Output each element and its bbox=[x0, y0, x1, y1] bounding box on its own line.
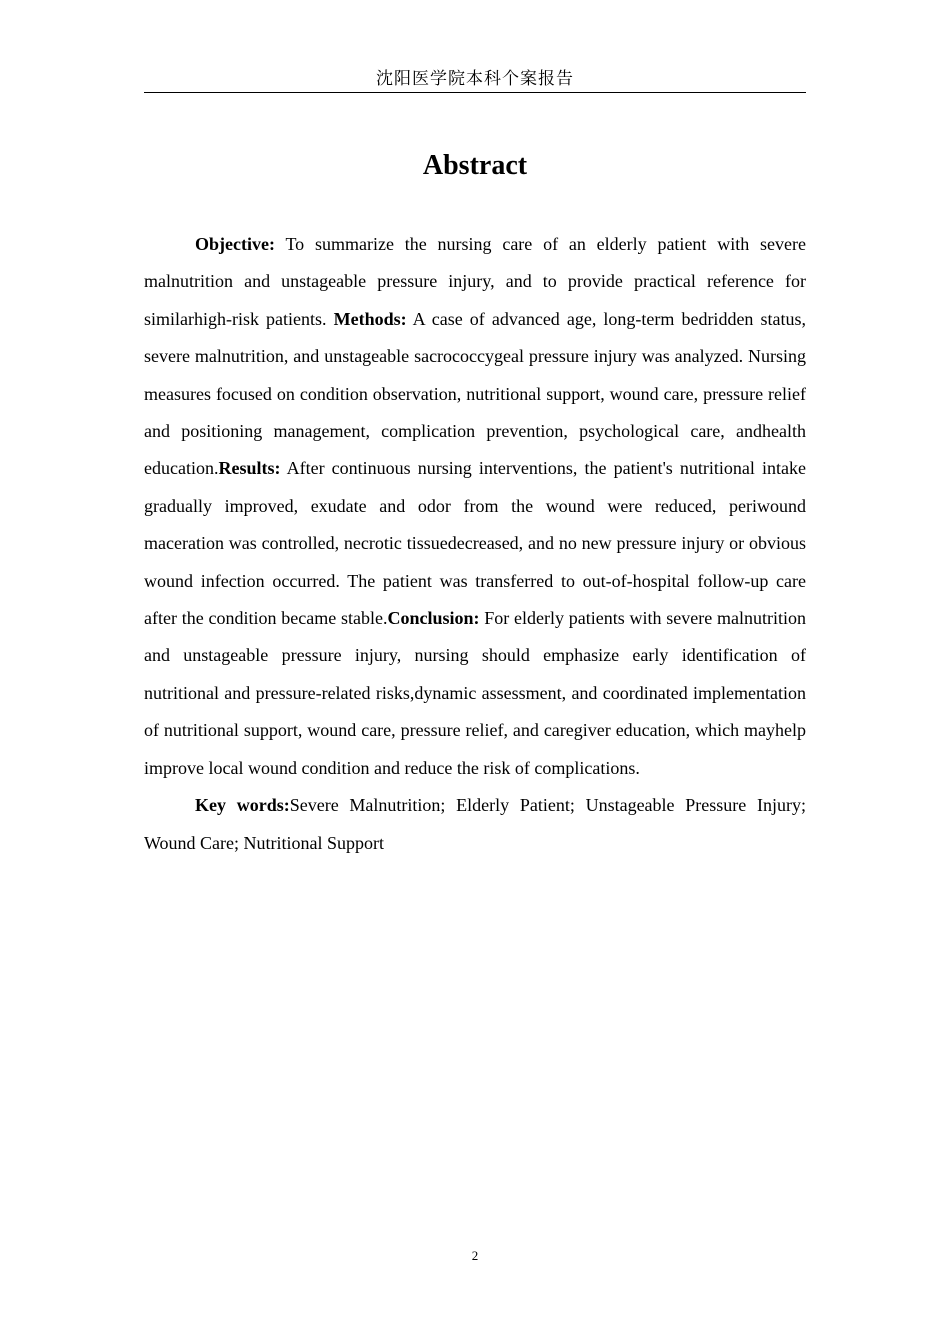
objective-text: To summarize the nursing care of an elderly patient with severe malnutrition and unstageable pressure injury, and to provide practical reference for similarhigh-risk patients. bbox=[144, 234, 806, 329]
results-label: Results: bbox=[218, 458, 281, 479]
abstract-paragraph bbox=[144, 226, 806, 787]
page-title: Abstract bbox=[422, 150, 528, 181]
conclusion-text: For elderly patients with severe malnutrition and unstageable pressure injury, nursing should emphasize early identification of nutritional and pressure-related risks,dynamic assessment, and coordinated implementation of nutritional support, wound care, pressure relief, and caregiver education, which mayhelp improve local wound condition and reduce the risk of complications. bbox=[144, 608, 806, 778]
methods-text: A case of advanced age, long-term bedridden status, severe malnutrition, and unstageable sacrococcygeal pressure injury was analyzed. Nursing measures focused on condition observation, nutritional support, wound care, pressure relief and positioning management, complication prevention, psychological care, andhealth education. bbox=[144, 308, 806, 479]
keywords-text: Severe Malnutrition; Elderly Patient; Unstageable Pressure Injury; Wound Care; Nutritional Support bbox=[144, 795, 806, 853]
results-text: After continuous nursing interventions, the patient's nutritional intake gradually improved, exudate and odor from the wound were reduced, periwound maceration was controlled, necrotic tissuedecreased, and no new pressure injury or obvious wound infection occurred. The patient was transferred to out-of-hospital follow-up care after the condition became stable. bbox=[144, 458, 806, 629]
methods-label: Methods: bbox=[333, 308, 407, 329]
abstract-body bbox=[144, 226, 806, 862]
page-number: 2 bbox=[471, 1248, 479, 1263]
page-header: 沈阳医学院本科个案报告 bbox=[144, 66, 806, 93]
objective-label: Objective: bbox=[195, 234, 275, 254]
conclusion-label: Conclusion: bbox=[387, 608, 480, 629]
keywords-paragraph bbox=[144, 787, 806, 862]
keywords-label: Key words: bbox=[195, 795, 290, 816]
